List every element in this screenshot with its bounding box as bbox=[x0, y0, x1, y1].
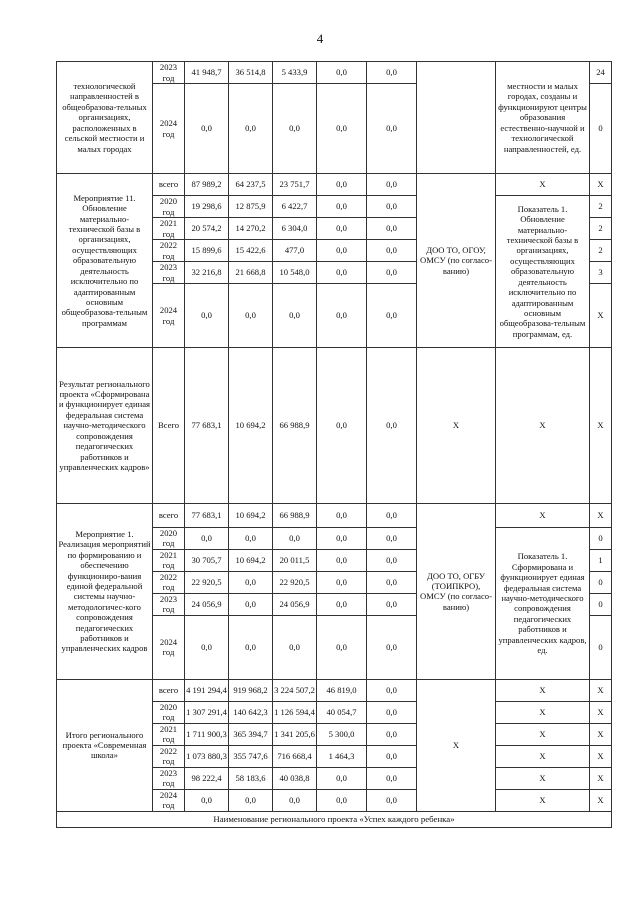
regional-cell: 0,0 bbox=[273, 789, 317, 811]
indicator-cell: Х bbox=[496, 701, 590, 723]
year-cell: 2024 год bbox=[153, 284, 185, 348]
year-cell: 2023 год bbox=[153, 262, 185, 284]
total-cell: 87 989,2 bbox=[185, 174, 229, 196]
regional-cell: 66 988,9 bbox=[273, 504, 317, 528]
year-cell: Всего bbox=[153, 348, 185, 504]
indicator-value-cell: Х bbox=[590, 284, 612, 348]
federal-cell: 58 183,6 bbox=[229, 767, 273, 789]
year-cell: 2023 год bbox=[153, 62, 185, 84]
executor-cell: ДОО ТО, ОГБУ (ТОИПКРО), ОМСУ (по согласо-ванию) bbox=[417, 504, 496, 680]
other-cell: 0,0 bbox=[367, 745, 417, 767]
federal-cell: 0,0 bbox=[229, 789, 273, 811]
measure-name: Итого регионального проекта «Современная школа» bbox=[57, 679, 153, 811]
indicator-value-cell: 0 bbox=[590, 571, 612, 593]
municipal-cell: 0,0 bbox=[317, 62, 367, 84]
municipal-cell: 0,0 bbox=[317, 262, 367, 284]
federal-cell: 36 514,8 bbox=[229, 62, 273, 84]
indicator-cell: Х bbox=[496, 679, 590, 701]
federal-cell: 15 422,6 bbox=[229, 240, 273, 262]
federal-cell: 12 875,9 bbox=[229, 196, 273, 218]
indicator-value-cell: 3 bbox=[590, 262, 612, 284]
indicator-value-cell: Х bbox=[590, 789, 612, 811]
other-cell: 0,0 bbox=[367, 284, 417, 348]
executor-cell: Х bbox=[417, 679, 496, 811]
indicator-cell: Х bbox=[496, 723, 590, 745]
page-number: 4 bbox=[316, 31, 324, 46]
indicator-cell: Х bbox=[496, 789, 590, 811]
total-cell: 41 948,7 bbox=[185, 62, 229, 84]
municipal-cell: 0,0 bbox=[317, 174, 367, 196]
regional-cell: 0,0 bbox=[273, 528, 317, 550]
other-cell: 0,0 bbox=[367, 615, 417, 679]
budget-table bbox=[56, 61, 612, 828]
regional-cell: 6 304,0 bbox=[273, 218, 317, 240]
regional-cell: 5 433,9 bbox=[273, 62, 317, 84]
regional-cell: 10 548,0 bbox=[273, 262, 317, 284]
other-cell: 0,0 bbox=[367, 723, 417, 745]
year-cell: 2024 год bbox=[153, 84, 185, 174]
total-cell: 19 298,6 bbox=[185, 196, 229, 218]
federal-cell: 10 694,2 bbox=[229, 504, 273, 528]
other-cell: 0,0 bbox=[367, 348, 417, 504]
federal-cell: 365 394,7 bbox=[229, 723, 273, 745]
indicator-value-cell: 1 bbox=[590, 549, 612, 571]
regional-cell: 24 056,9 bbox=[273, 593, 317, 615]
regional-cell: 477,0 bbox=[273, 240, 317, 262]
indicator-value-cell: 2 bbox=[590, 196, 612, 218]
federal-cell: 0,0 bbox=[229, 84, 273, 174]
year-cell: 2020 год bbox=[153, 196, 185, 218]
federal-cell: 10 694,2 bbox=[229, 348, 273, 504]
year-cell: всего bbox=[153, 679, 185, 701]
year-cell: 2023 год bbox=[153, 767, 185, 789]
federal-cell: 0,0 bbox=[229, 284, 273, 348]
municipal-cell: 5 300,0 bbox=[317, 723, 367, 745]
municipal-cell: 0,0 bbox=[317, 571, 367, 593]
year-cell: всего bbox=[153, 504, 185, 528]
executor-cell: Х bbox=[417, 348, 496, 504]
other-cell: 0,0 bbox=[367, 218, 417, 240]
measure-name: технологической направленностей в общеобразова-тельных организациях, расположенных в сельской местности и малых городах bbox=[57, 62, 153, 174]
total-cell: 24 056,9 bbox=[185, 593, 229, 615]
regional-cell: 6 422,7 bbox=[273, 196, 317, 218]
table-row bbox=[57, 62, 612, 84]
federal-cell: 14 270,2 bbox=[229, 218, 273, 240]
total-cell: 0,0 bbox=[185, 284, 229, 348]
indicator-cell: Х bbox=[496, 745, 590, 767]
municipal-cell: 0,0 bbox=[317, 196, 367, 218]
total-cell: 98 222,4 bbox=[185, 767, 229, 789]
regional-cell: 1 341 205,6 bbox=[273, 723, 317, 745]
total-cell: 1 307 291,4 bbox=[185, 701, 229, 723]
federal-cell: 21 668,8 bbox=[229, 262, 273, 284]
other-cell: 0,0 bbox=[367, 174, 417, 196]
other-cell: 0,0 bbox=[367, 571, 417, 593]
federal-cell: 64 237,5 bbox=[229, 174, 273, 196]
federal-cell: 0,0 bbox=[229, 571, 273, 593]
total-cell: 0,0 bbox=[185, 528, 229, 550]
federal-cell: 0,0 bbox=[229, 615, 273, 679]
municipal-cell: 0,0 bbox=[317, 549, 367, 571]
indicator-cell: Показатель 1. Обновление материально-технической базы в организациях, осуществляющих образовательную деятельность исключительно по адаптированным основным общеобразова-тельным программам, ед. bbox=[496, 196, 590, 348]
municipal-cell: 1 464,3 bbox=[317, 745, 367, 767]
federal-cell: 355 747,6 bbox=[229, 745, 273, 767]
indicator-value-cell: 0 bbox=[590, 615, 612, 679]
year-cell: 2022 год bbox=[153, 745, 185, 767]
indicator-value-cell: 0 bbox=[590, 84, 612, 174]
other-cell: 0,0 bbox=[367, 767, 417, 789]
total-cell: 0,0 bbox=[185, 789, 229, 811]
municipal-cell: 0,0 bbox=[317, 348, 367, 504]
year-cell: 2024 год bbox=[153, 615, 185, 679]
municipal-cell: 0,0 bbox=[317, 84, 367, 174]
other-cell: 0,0 bbox=[367, 701, 417, 723]
federal-cell: 0,0 bbox=[229, 593, 273, 615]
indicator-value-cell: 0 bbox=[590, 528, 612, 550]
regional-cell: 20 011,5 bbox=[273, 549, 317, 571]
total-cell: 1 073 880,3 bbox=[185, 745, 229, 767]
indicator-value-cell: 24 bbox=[590, 62, 612, 84]
municipal-cell: 0,0 bbox=[317, 504, 367, 528]
table-row bbox=[57, 174, 612, 196]
other-cell: 0,0 bbox=[367, 789, 417, 811]
municipal-cell: 0,0 bbox=[317, 767, 367, 789]
other-cell: 0,0 bbox=[367, 549, 417, 571]
year-cell: 2024 год bbox=[153, 789, 185, 811]
section-title: Наименование регионального проекта «Успех каждого ребенка» bbox=[57, 811, 612, 827]
federal-cell: 0,0 bbox=[229, 528, 273, 550]
section-header-row bbox=[57, 811, 612, 827]
table-row bbox=[57, 504, 612, 528]
indicator-value-cell: Х bbox=[590, 701, 612, 723]
total-cell: 77 683,1 bbox=[185, 348, 229, 504]
indicator-value-cell: Х bbox=[590, 174, 612, 196]
other-cell: 0,0 bbox=[367, 262, 417, 284]
regional-cell: 0,0 bbox=[273, 84, 317, 174]
total-cell: 1 711 900,3 bbox=[185, 723, 229, 745]
total-cell: 32 216,8 bbox=[185, 262, 229, 284]
municipal-cell: 0,0 bbox=[317, 789, 367, 811]
municipal-cell: 0,0 bbox=[317, 528, 367, 550]
year-cell: 2022 год bbox=[153, 571, 185, 593]
executor-cell bbox=[417, 62, 496, 174]
other-cell: 0,0 bbox=[367, 196, 417, 218]
other-cell: 0,0 bbox=[367, 504, 417, 528]
regional-cell: 3 224 507,2 bbox=[273, 679, 317, 701]
regional-cell: 22 920,5 bbox=[273, 571, 317, 593]
measure-name: Результат регионального проекта «Сформирована и функционирует единая федеральная система научно-методического сопровождения педагогических работников и управленческих кадров» bbox=[57, 348, 153, 504]
indicator-value-cell: Х bbox=[590, 348, 612, 504]
year-cell: 2022 год bbox=[153, 240, 185, 262]
municipal-cell: 0,0 bbox=[317, 218, 367, 240]
municipal-cell: 46 819,0 bbox=[317, 679, 367, 701]
indicator-cell: Х bbox=[496, 767, 590, 789]
indicator-value-cell: 0 bbox=[590, 593, 612, 615]
indicator-cell: Х bbox=[496, 348, 590, 504]
other-cell: 0,0 bbox=[367, 240, 417, 262]
year-cell: 2020 год bbox=[153, 701, 185, 723]
other-cell: 0,0 bbox=[367, 593, 417, 615]
municipal-cell: 0,0 bbox=[317, 284, 367, 348]
total-cell: 22 920,5 bbox=[185, 571, 229, 593]
other-cell: 0,0 bbox=[367, 84, 417, 174]
year-cell: 2021 год bbox=[153, 723, 185, 745]
total-cell: 20 574,2 bbox=[185, 218, 229, 240]
other-cell: 0,0 bbox=[367, 679, 417, 701]
municipal-cell: 0,0 bbox=[317, 615, 367, 679]
table-row bbox=[57, 348, 612, 504]
indicator-value-cell: Х bbox=[590, 723, 612, 745]
regional-cell: 0,0 bbox=[273, 284, 317, 348]
indicator-value-cell: Х bbox=[590, 504, 612, 528]
regional-cell: 23 751,7 bbox=[273, 174, 317, 196]
regional-cell: 40 038,8 bbox=[273, 767, 317, 789]
federal-cell: 140 642,3 bbox=[229, 701, 273, 723]
indicator-cell: Х bbox=[496, 174, 590, 196]
year-cell: 2020 год bbox=[153, 528, 185, 550]
federal-cell: 10 694,2 bbox=[229, 549, 273, 571]
other-cell: 0,0 bbox=[367, 62, 417, 84]
measure-name: Мероприятие 11. Обновление материально-технической базы в организациях, осуществляющих образовательную деятельность исключительно по адаптированным основным общеобразова-тельным программам bbox=[57, 174, 153, 348]
regional-cell: 1 126 594,4 bbox=[273, 701, 317, 723]
municipal-cell: 0,0 bbox=[317, 240, 367, 262]
total-cell: 77 683,1 bbox=[185, 504, 229, 528]
total-cell: 4 191 294,4 bbox=[185, 679, 229, 701]
table-body bbox=[57, 62, 612, 828]
year-cell: всего bbox=[153, 174, 185, 196]
year-cell: 2023 год bbox=[153, 593, 185, 615]
total-cell: 0,0 bbox=[185, 615, 229, 679]
indicator-value-cell: Х bbox=[590, 679, 612, 701]
total-cell: 30 705,7 bbox=[185, 549, 229, 571]
year-cell: 2021 год bbox=[153, 549, 185, 571]
regional-cell: 716 668,4 bbox=[273, 745, 317, 767]
municipal-cell: 0,0 bbox=[317, 593, 367, 615]
indicator-value-cell: 2 bbox=[590, 218, 612, 240]
indicator-cell: Показатель 1. Сформирована и функционирует единая федеральная система научно-методического сопровождения педагогических работников и управленческих кадров, ед. bbox=[496, 528, 590, 680]
regional-cell: 66 988,9 bbox=[273, 348, 317, 504]
table-row bbox=[57, 679, 612, 701]
executor-cell: ДОО ТО, ОГОУ, ОМСУ (по согласо-ванию) bbox=[417, 174, 496, 348]
indicator-value-cell: 2 bbox=[590, 240, 612, 262]
federal-cell: 919 968,2 bbox=[229, 679, 273, 701]
year-cell: 2021 год bbox=[153, 218, 185, 240]
regional-cell: 0,0 bbox=[273, 615, 317, 679]
total-cell: 0,0 bbox=[185, 84, 229, 174]
other-cell: 0,0 bbox=[367, 528, 417, 550]
municipal-cell: 40 054,7 bbox=[317, 701, 367, 723]
indicator-value-cell: Х bbox=[590, 767, 612, 789]
measure-name: Мероприятие 1. Реализация мероприятий по формированию и обеспечению функциониро-вания единой федеральной системы научно-методологичес-кого сопровождения педагогических работников и управленческих кадров bbox=[57, 504, 153, 680]
total-cell: 15 899,6 bbox=[185, 240, 229, 262]
indicator-cell: местности и малых городах, созданы и функционируют центры образования естественно-научной и технологической направленностей, ед. bbox=[496, 62, 590, 174]
indicator-cell: Х bbox=[496, 504, 590, 528]
indicator-value-cell: Х bbox=[590, 745, 612, 767]
